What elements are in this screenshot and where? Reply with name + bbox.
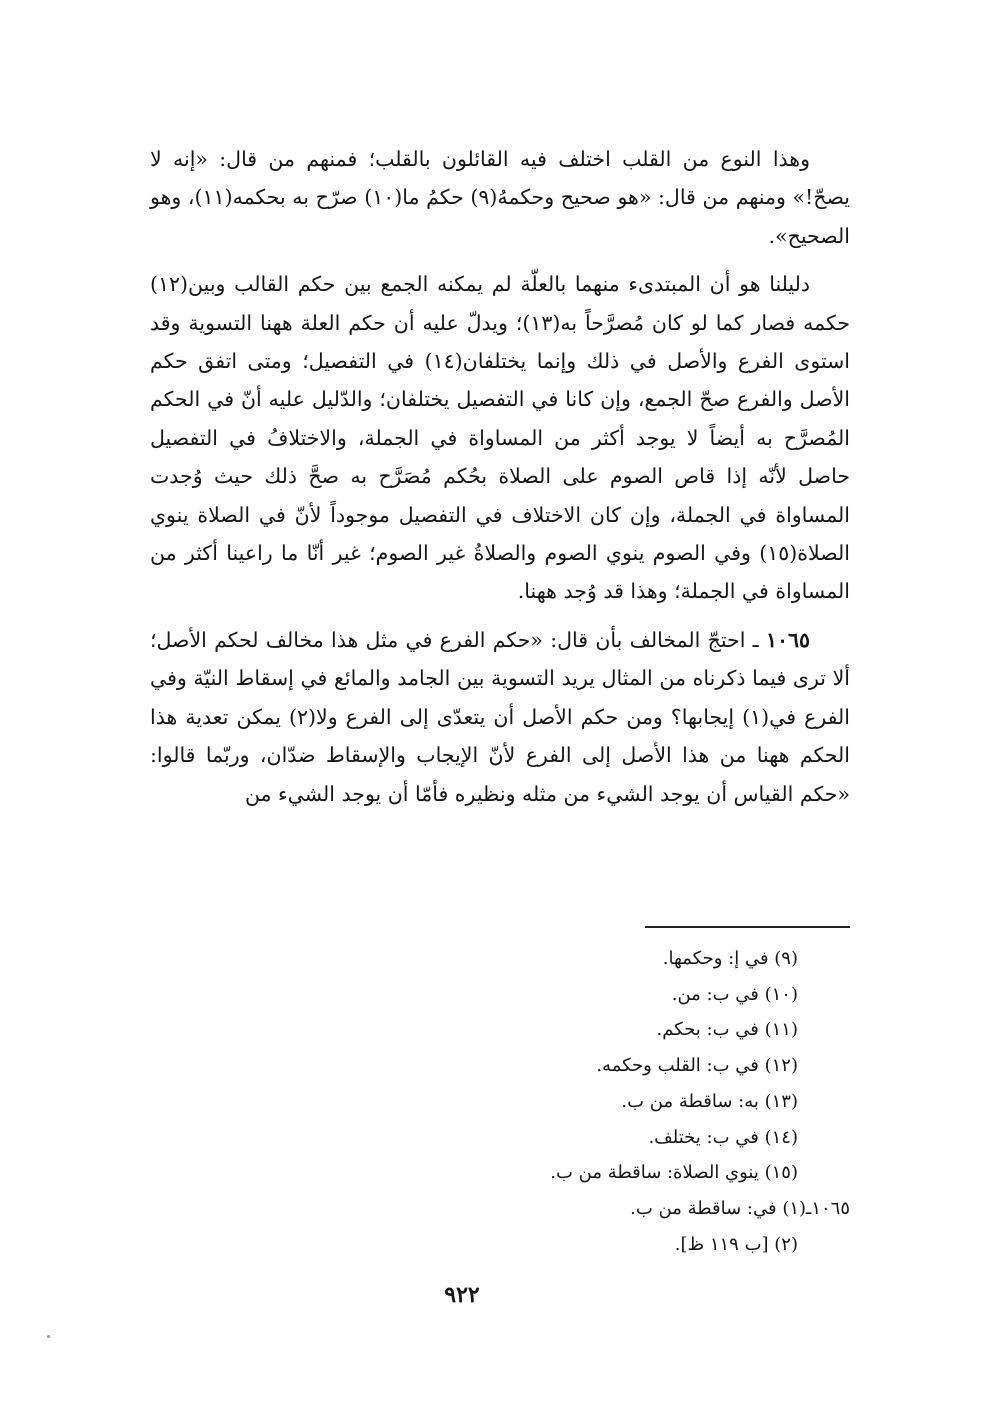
footnote-1065-2: (٢) [ب ١١٩ ظ]. [674,1233,798,1255]
footnote-15: (١٥) ينوي الصلاة: ساقطة من ب. [550,1162,798,1184]
footnote-divider [645,926,850,928]
paragraph-1: وهذا النوع من القلب اختلف فيه القائلون بالقلب؛ فمنهم من قال: «إنه لا يصحّ!» ومنهم من قال: «هو صحيح وحكمهُ(٩) حكمُ ما(١٠) صرّح به بحكمه(١١)، وهو الصحيح». [150,147,850,248]
footnote-group-prefix: ١٠٦٥ـ [806,1197,850,1219]
footnote-group-1065 [150,1191,850,1227]
footnote-12: (١٢) في ب: القلب وحكمه. [596,1055,798,1077]
footnote-9: (٩) في إ: وحكمها. [662,948,798,969]
footnote-11: (١١) في ب: بحكم. [656,1019,798,1041]
section-number: ١٠٦٥ [765,627,810,652]
footnote-10: (١٠) في ب: من. [671,983,798,1005]
footnote-1065-1: (١) في: ساقطة من ب. [630,1197,807,1219]
paragraph-2: دليلنا هو أن المبتدىء منهما بالعلّة لم يمكنه الجمع بين حكم القالب وبين(١٢) حكمه فصار كما لو كان مُصرَّحاً به(١٣)؛ ويدلّ عليه أن حكم العلة ههنا التسوية وقد استوى الفرع والأصل في ذلك وإنما يختلفان(١٤) في التفصيل؛ ومتى اتفق حكم الأصل والفرع صحّ الجمع، وإن كانا في التفصيل يختلفان؛ والدّليل عليه أنّ في الحكم المُصرَّح به أيضاً لا يوجد أكثر من المساواة في الجملة، والاختلافُ في التفصيل حاصل لأنّه إذا قاص الصوم على الصلاة بحُكم مُصَرَّح به صحَّ ذلك حيث وُجدت المساواة في الجملة، وإن كان الاختلاف في التفصيل موجوداً لأنّ في الصلاة ينوي الصلاة(١٥) وفي الصوم ينوي الصوم والصلاةُ غير الصوم؛ غير أنّا ما راعينا أكثر من المساواة في الجملة؛ وهذا قد وُجد ههنا. [150,272,851,604]
scan-speck [47,1335,50,1338]
paragraph-3 [150,621,850,813]
footnotes [150,941,850,1262]
page-number: ٩٢٢ [444,1282,480,1308]
footnote-13: (١٣) به: ساقطة من ب. [621,1090,798,1112]
footnote-14: (١٤) في ب: يختلف. [648,1126,798,1148]
paragraph-3-text: ـ احتجّ المخالف بأن قال: «حكم الفرع في مثل هذا مخالف لحكم الأصل؛ ألا ترى فيما ذكرناه من المثال يريد التسوية بين الجامد والمائع في إسقاط النيّة وفي الفرع في(١) إيجابها؟ ومن حكم الأصل أن يتعدّى إلى الفرع ولا(٢) يمكن تعدية هذا الحكم ههنا من هذا الأصل إلى الفرع لأنّ الإيجاب والإسقاط ضدّان، وربّما قالوا: «حكم القياس أن يوجد الشيء من مثله ونظيره فأمّا أن يوجد الشيء من [150,627,850,806]
main-text [150,140,850,813]
